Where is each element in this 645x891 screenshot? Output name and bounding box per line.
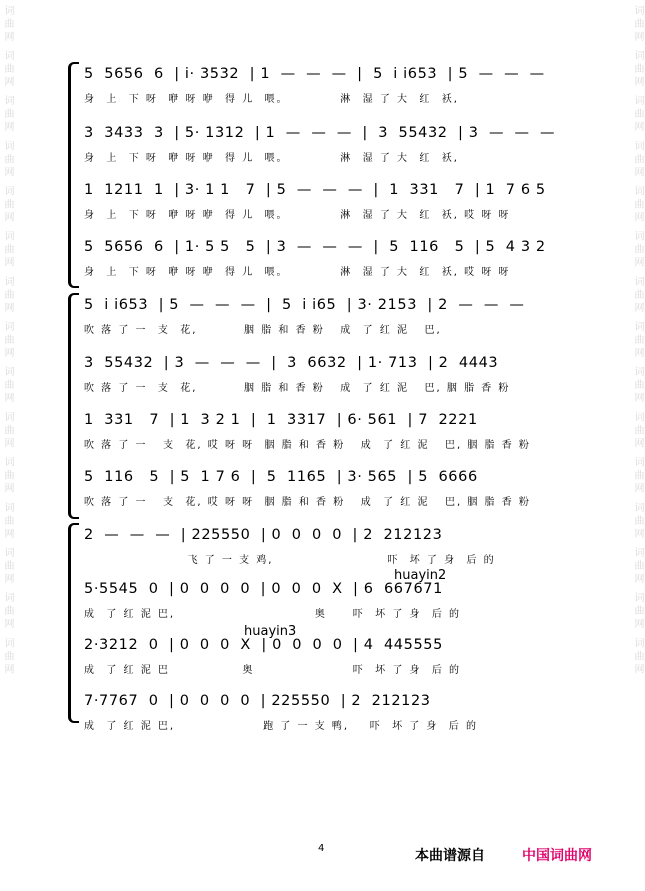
watermark-left: 词曲网 词曲网 词曲网 词曲网 词曲网 词曲网 词曲网 词曲网 词曲网 词曲网 词曲网 词曲网 词曲网 词曲网 词曲网 xyxy=(2,5,13,677)
notation-line: 5 i i653 | 5 — — — | 5 i i65 | 3· 2153 | 2 — — — xyxy=(84,297,525,313)
lyric-line: 飞 了 一 支 鸡, 吓 坏 了 身 后 的 xyxy=(84,555,496,566)
notation-line: 3 3433 3 | 5· 1312 | 1 — — — | 3 55432 | 3 — — — xyxy=(84,125,556,141)
watermark-right: 词曲网 词曲网 词曲网 词曲网 词曲网 词曲网 词曲网 词曲网 词曲网 词曲网 词曲网 词曲网 词曲网 词曲网 词曲网 xyxy=(632,5,643,677)
lyric-line: 成 了 红 泥 巴, 跑 了 一 支 鸭, 吓 坏 了 身 后 的 xyxy=(84,721,478,732)
notation-line: 1 1211 1 | 3· 1 1 7 | 5 — — — | 1 331 7 | 1 7 6 5 xyxy=(84,182,546,198)
notation-line: 5 5656 6 | i· 3532 | 1 — — — | 5 i i653 | 5 — — — xyxy=(84,66,545,82)
lyric-line: 身 上 下 呀 咿 呀 咿 得 儿 喂。 淋 湿 了 大 红 袄, xyxy=(84,153,459,164)
annotation-huayin2: huayin2 xyxy=(394,568,447,583)
score-system-1 xyxy=(72,62,572,287)
notation-line: 5 116 5 | 5 1 7 6 | 5 1165 | 3· 565 | 5 6666 xyxy=(84,469,478,485)
footer-source-label: 本曲谱源自 xyxy=(415,848,485,864)
lyric-line: 身 上 下 呀 咿 呀 咿 得 儿 喂。 淋 湿 了 大 红 袄, 哎 呀 呀 xyxy=(84,210,511,221)
notation-line: 7·7767 0 | 0 0 0 0 | 225550 | 2 212123 xyxy=(84,693,431,709)
lyric-line: 成 了 红 泥 巴 奥 吓 坏 了 身 后 的 xyxy=(84,665,462,676)
system-brace xyxy=(68,62,79,288)
notation-line: 1 331 7 | 1 3 2 1 | 1 3317 | 6· 561 | 7 2221 xyxy=(84,412,478,428)
notation-line: 5 5656 6 | 1· 5 5 5 | 3 — — — | 5 116 5 | 5 4 3 2 xyxy=(84,239,546,255)
footer-site-link[interactable]: 中国词曲网 xyxy=(522,848,592,864)
score-system-3 xyxy=(72,523,572,732)
lyric-line: 成 了 红 泥 巴, 奥 吓 坏 了 身 后 的 xyxy=(84,609,462,620)
lyric-line: 身 上 下 呀 咿 呀 咿 得 儿 喂。 淋 湿 了 大 红 袄, xyxy=(84,94,459,105)
notation-line: 2·3212 0 | 0 0 0 X | 0 0 0 0 | 4 445555 xyxy=(84,637,443,653)
notation-line: 5·5545 0 | 0 0 0 0 | 0 0 0 X | 6 667671 xyxy=(84,581,443,597)
lyric-line: 身 上 下 呀 咿 呀 咿 得 儿 喂。 淋 湿 了 大 红 袄, 哎 呀 呀 xyxy=(84,267,511,278)
annotation-huayin3: huayin3 xyxy=(244,624,297,639)
lyric-line: 吹 落 了 一 支 花, 哎 呀 呀 胭 脂 和 香 粉 成 了 红 泥 巴, 胭 脂 香 粉 xyxy=(84,497,531,508)
notation-line: 3 55432 | 3 — — — | 3 6632 | 1· 713 | 2 4443 xyxy=(84,355,499,371)
page-number: 4 xyxy=(318,843,325,854)
lyric-line: 吹 落 了 一 支 花, 哎 呀 呀 胭 脂 和 香 粉 成 了 红 泥 巴, 胭 脂 香 粉 xyxy=(84,440,531,451)
notation-line: 2 — — — | 225550 | 0 0 0 0 | 2 212123 xyxy=(84,527,443,543)
system-brace xyxy=(68,523,79,723)
lyric-line: 吹 落 了 一 支 花, 胭 脂 和 香 粉 成 了 红 泥 巴, xyxy=(84,325,442,336)
lyric-line: 吹 落 了 一 支 花, 胭 脂 和 香 粉 成 了 红 泥 巴, 胭 脂 香 粉 xyxy=(84,383,511,394)
system-brace xyxy=(68,293,79,519)
score-system-2 xyxy=(72,293,572,518)
